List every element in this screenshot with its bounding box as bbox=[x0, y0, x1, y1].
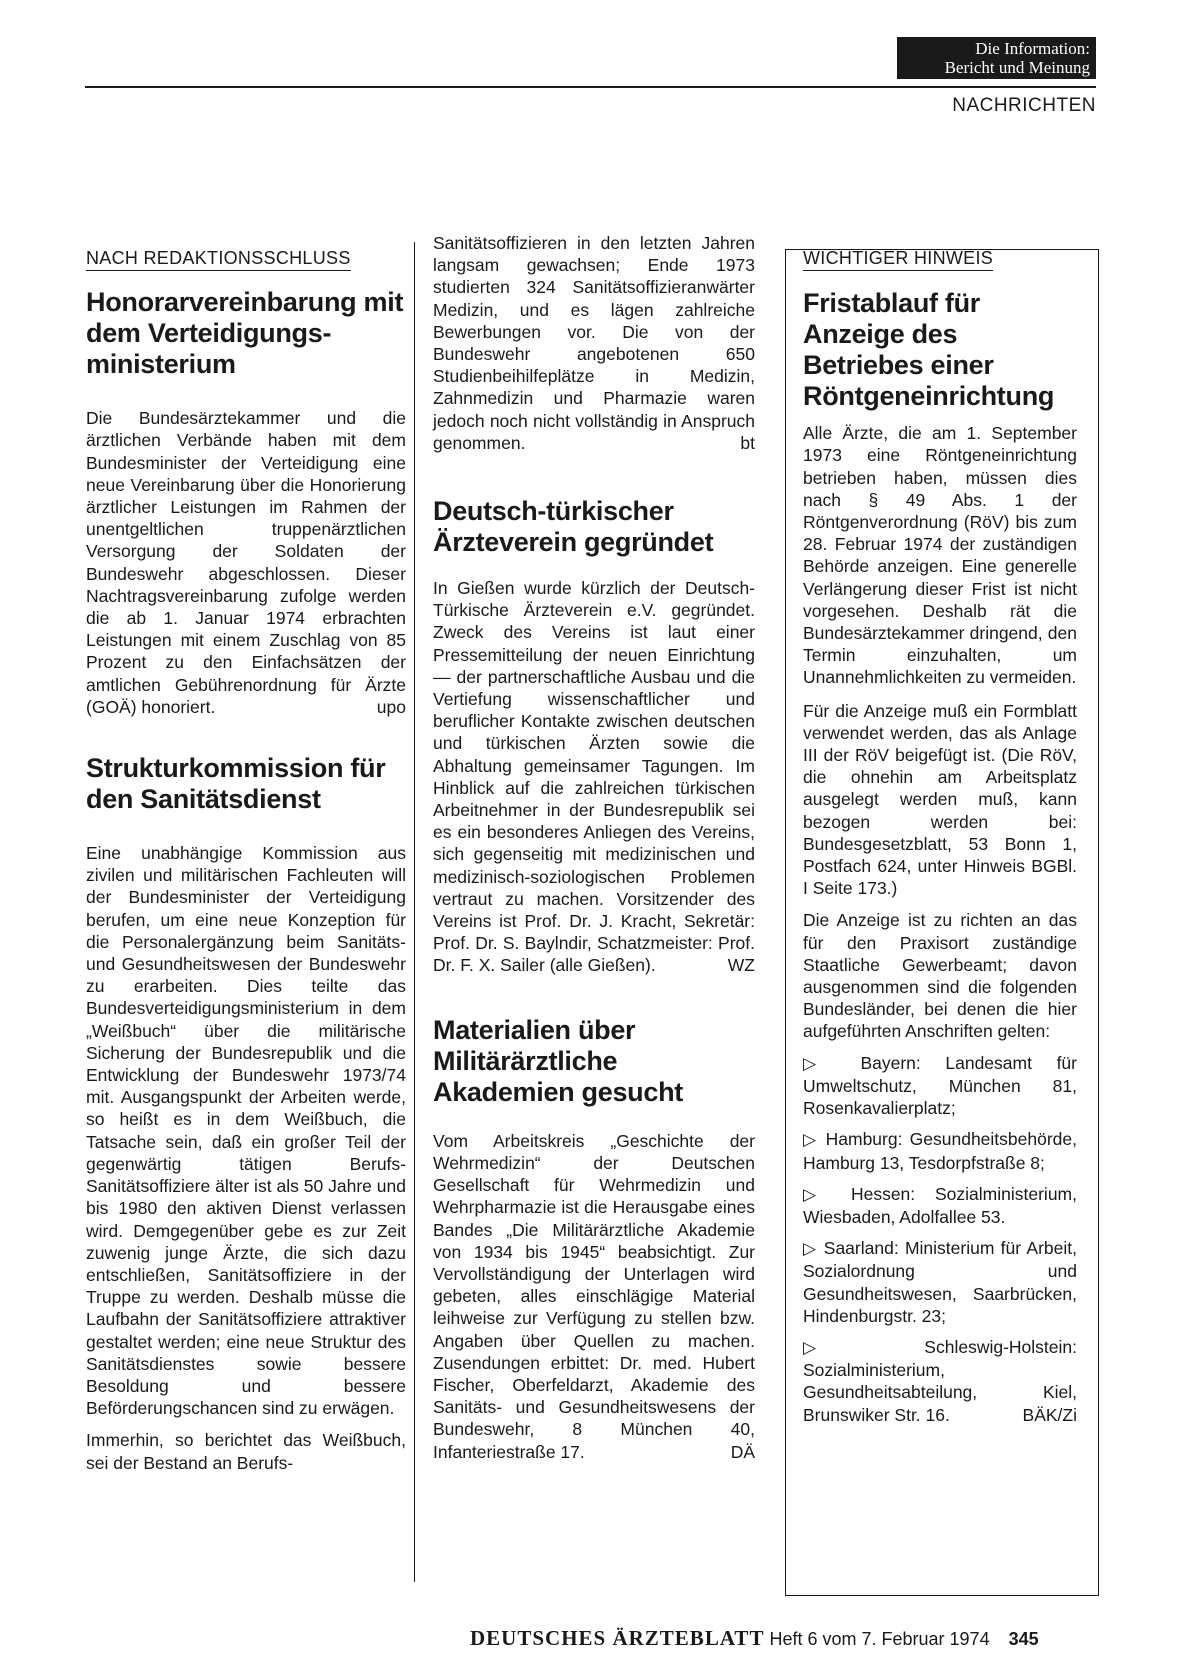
triangle-right-icon: ▷ bbox=[803, 1337, 868, 1357]
address-schleswig-holstein: ▷ Schleswig-Holstein: Sozialministerium, Gesundheitsabteilung, Kiel, Brunswiker Str. 16. BÄK/Zi bbox=[803, 1336, 1077, 1425]
issue-info: Heft 6 vom 7. Februar 1974 bbox=[769, 1629, 990, 1649]
kicker-nach-redaktionsschluss: NACH REDAKTIONSSCHLUSS bbox=[86, 247, 351, 271]
header-label-line2: Bericht und Meinung bbox=[944, 58, 1090, 77]
article-aerzteverein-body: In Gießen wurde kürzlich der Deutsch-Türkische Ärzteverein e.V. gegründet. Zweck des Vereins ist laut einer Pressemitteilung der neuen Einrichtung — der partnerschaftliche Ausbau und die Vertiefung wissenschaftlicher und beruflicher Kontakte zwischen deutschen und türkischen Ärzten sowie die Abhaltung gemeinsamer Tagungen. Im Hinblick auf die zahlreichen türkischen Arbeitnehmer in der Bundesrepublik sei es ein besonderes Anliegen des Vereins, sich gegenseitig mit medizinischen und medizinisch-soziologischen Problemen vertraut zu machen. Vorsitzender des Vereins ist Prof. Dr. J. Kracht, Sekretär: Prof. Dr. S. Baylndir, Schatzmeister: Prof. Dr. F. X. Sailer (alle Gießen). WZ bbox=[433, 578, 755, 976]
header-rule bbox=[85, 86, 1096, 88]
address-hessen: ▷ Hessen: Sozialministerium, Wiesbaden, Adolfallee 53. bbox=[803, 1183, 1077, 1227]
address-hamburg: ▷ Hamburg: Gesundheitsbehörde, Hamburg 13, Tesdorpfstraße 8; bbox=[803, 1129, 1078, 1173]
triangle-right-icon: ▷ bbox=[803, 1239, 818, 1259]
page-footer bbox=[470, 1626, 1039, 1651]
article-honorarvereinbarung-body: Die Bundesärztekammer und die ärztlichen Verbände haben mit dem Bundesminister der Verteidigung eine neue Vereinbarung über die Honorierung ärztlicher Leistungen im Rahmen der unentgeltlichen truppenärztlichen Versorgung der Soldaten der Bundeswehr abgeschlossen. Dieser Nachtragsvereinbarung zufolge werden die ab 1. Januar 1974 erbrachten Leistungen mit einem Zuschlag von 85 Prozent zu den Einfachsätzen der amtlichen Gebührenordnung für Ärzte (GOÄ) honoriert. upo bbox=[86, 408, 406, 717]
kicker-wichtiger-hinweis: WICHTIGER HINWEIS bbox=[803, 247, 993, 271]
signature-bt: bt bbox=[740, 432, 755, 453]
journal-name: DEUTSCHES ÄRZTEBLATT bbox=[470, 1626, 765, 1650]
article-materialien-body: Vom Arbeitskreis „Geschichte der Wehrmedizin“ der Deutschen Gesellschaft für Wehrmedizin und Wehrpharmazie ist die Herausgabe eines Bandes „Die Militärärztliche Akademie von 1934 bis 1945“ beabsichtigt. Zur Vervollständigung der Unterlagen wird gebeten, alles einschlägige Material leihweise zur Verfügung zu stellen bzw. Angaben über Quellen zu machen. Zusendungen erbittet: Dr. med. Hubert Fischer, Oberfeldarzt, Akademie des Sanitäts- und Gesundheitswesens der Bundeswehr, 8 München 40, Infanteriestraße 17. DÄ bbox=[433, 1130, 755, 1462]
section-label: NACHRICHTEN bbox=[952, 95, 1096, 116]
triangle-right-icon: ▷ bbox=[803, 1130, 819, 1150]
column-divider-left bbox=[414, 242, 415, 1582]
notice-paragraph-1: Alle Ärzte, die am 1. September 1973 eine Röntgeneinrichtung betrieben haben, müssen dies nach § 49 Abs. 1 der Röntgenverordnung (RöV) bis zum 28. Februar 1974 der zuständigen Behörde anzeigen. Eine generelle Verlängerung dieser Frist ist nicht vorgesehen. Deshalb rät die Bundesärztekammer dringend, den Termin einzuhalten, um Unannehmlichkeiten zu vermeiden. bbox=[803, 423, 1077, 688]
address-bayern: ▷ Bayern: Landesamt für Umweltschutz, München 81, Rosenkavalierplatz; bbox=[803, 1052, 1077, 1119]
headline-materialien-akademien: Materialien über Militärärztliche Akademien gesucht bbox=[433, 1014, 683, 1107]
signature-baek-zi: BÄK/Zi bbox=[1022, 1404, 1077, 1425]
column-3 bbox=[803, 247, 1077, 1426]
article-strukturkommission-continuation: Sanitätsoffizieren in den letzten Jahren langsam gewachsen; Ende 1973 studierten 324 Sanitätsoffizieranwärter Medizin, und es lägen zahlreiche Bewerbungen vor. Die von der Bundeswehr angebotenen 650 Studienbeihilfeplätze in Medizin, Zahnmedizin und Pharmazie waren jedoch noch nicht vollständig in Anspruch genommen. bt bbox=[433, 233, 755, 453]
headline-fristablauf: Fristablauf für Anzeige des Betriebes einer Röntgeneinrichtung bbox=[803, 288, 1055, 412]
page-number: 345 bbox=[1008, 1629, 1039, 1649]
signature-da: DÄ bbox=[730, 1441, 755, 1462]
headline-honorarvereinbarung: Honorarvereinbarung mit dem Verteidigungsministerium bbox=[86, 287, 404, 380]
address-saarland: ▷ Saarland: Ministerium für Arbeit, Sozialordnung und Gesundheitswesen, Saarbrücken, Hindenburgstr. 23; bbox=[803, 1238, 1077, 1326]
notice-paragraph-2: Für die Anzeige muß ein Formblatt verwendet werden, das als Anlage III der RöV beigefügt ist. (Die RöV, die ohnehin am Arbeitsplatz ausgelegt werden muß, kann bezogen werden bei: Bundesgesetzblatt, 53 Bonn 1, Postfach 624, unter Hinweis BGBl. I Seite 173.) bbox=[803, 700, 1077, 899]
article-strukturkommission-p2: Immerhin, so berichtet das Weißbuch, sei der Bestand an Berufs- bbox=[86, 1430, 406, 1473]
triangle-right-icon: ▷ bbox=[803, 1184, 832, 1204]
headline-strukturkommission: Strukturkommission für den Sanitätsdienst bbox=[86, 753, 386, 815]
column-1 bbox=[86, 247, 406, 1474]
column-2 bbox=[433, 233, 755, 1463]
triangle-right-icon: ▷ bbox=[803, 1053, 836, 1073]
header-label-line1: Die Information: bbox=[975, 39, 1090, 58]
signature-wz: WZ bbox=[727, 955, 755, 976]
signature-upo: upo bbox=[376, 696, 406, 717]
notice-paragraph-3: Die Anzeige ist zu richten an das für den Praxisort zuständige Staatliche Gewerbeamt; davon ausgenommen sind die folgenden Bundesländer, bei denen die hier aufgeführten Anschriften gelten: bbox=[803, 910, 1077, 1042]
headline-deutsch-tuerkischer-aerzteverein: Deutsch-türkischer Ärzteverein gegründet bbox=[433, 496, 714, 558]
article-strukturkommission-p1: Eine unabhängige Kommission aus zivilen und militärischen Fachleuten will der Bundesminister der Verteidigung berufen, um eine neue Konzeption für die Personalergänzung beim Sanitäts- und Gesundheitswesen der Bundeswehr zu erarbeiten. Dies teilte das Bundesverteidigungsministerium in dem „Weißbuch“ über die militärische Sicherung der Bundesrepublik und die Entwicklung der Bundeswehr 1973/74 mit. Ausgangspunkt der Arbeiten werde, so heißt es in dem Weißbuch, die Tatsache sein, daß ein großer Teil der gegenwärtig tätigen Berufs-Sanitätsoffiziere älter ist als 50 Jahre und bis 1980 den aktiven Dienst verlassen wird. Demgegenüber gebe es zur Zeit zuwenig junge Ärzte, die sich dazu entschließen, Sanitätsoffiziere in der Truppe zu werden. Deshalb müsse die Laufbahn der Sanitätsoffiziere attraktiver gestaltet werden; eine neue Struktur des Sanitätsdienstes sowie bessere Besoldung und bessere Beförderungschancen sind zu erwägen. bbox=[86, 843, 406, 1419]
header-label-box bbox=[897, 37, 1096, 79]
